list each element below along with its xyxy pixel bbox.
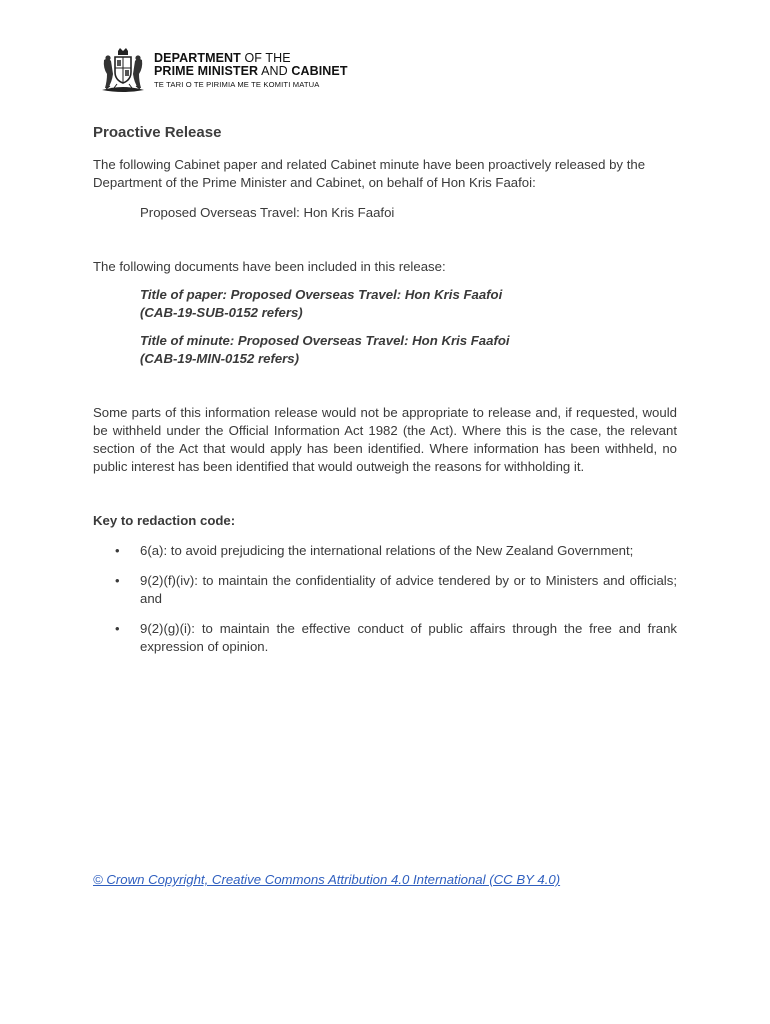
withheld-paragraph: Some parts of this information release would not be appropriate to release and, if requested, would be withheld under the Official Information Act 1982 (the Act). Where this is the case, the relevant section of the Act that would apply has been identified. Where information has been withheld, no public interest has been identified that would outweigh the reasons for withholding it.	[93, 405, 677, 474]
redaction-code-text: 6(a): to avoid prejudicing the international relations of the New Zealand Government;	[140, 543, 634, 558]
list-item	[93, 620, 677, 656]
document-entry-paper	[93, 286, 677, 322]
list-item	[93, 572, 677, 608]
redaction-code-list	[93, 542, 677, 656]
coat-of-arms-icon	[98, 48, 148, 94]
document-body	[93, 124, 677, 668]
redaction-key-heading: Key to redaction code:	[93, 513, 236, 528]
intro-paragraph: The following Cabinet paper and related Cabinet minute have been proactively released by the Department of the Prime Minister and Cabinet, on behalf of Hon Kris Faafoi:	[93, 157, 646, 190]
document-reference-line: (CAB-19-SUB-0152 refers)	[140, 305, 303, 320]
paper-name: Proposed Overseas Travel: Hon Kris Faafoi	[140, 205, 395, 220]
logo-and-word: AND	[258, 64, 292, 78]
bullet-icon: •	[115, 621, 120, 636]
bullet-icon: •	[115, 543, 120, 558]
logo-line-prime-minister	[154, 65, 348, 78]
logo-department-word: DEPARTMENT	[154, 51, 241, 65]
redaction-code-text: 9(2)(g)(i): to maintain the effective conduct of public affairs through the free and frank expression of opinion.	[140, 621, 677, 654]
bullet-icon: •	[115, 573, 120, 588]
page-title: Proactive Release	[93, 124, 222, 141]
document-title-line: Title of paper: Proposed Overseas Travel: Hon Kris Faafoi	[140, 287, 503, 302]
logo-cabinet-word: CABINET	[291, 64, 348, 78]
document-entry-minute	[93, 332, 677, 368]
list-item	[93, 542, 677, 560]
logo-maori-name: TE TARI O TE PIRIMIA ME TE KOMITI MATUA	[154, 80, 320, 89]
logo-wordmark	[154, 52, 348, 90]
dpmc-logo	[98, 48, 388, 96]
document-reference-line: (CAB-19-MIN-0152 refers)	[140, 351, 300, 366]
logo-prime-minister-words: PRIME MINISTER	[154, 64, 259, 78]
copyright-link[interactable]: © Crown Copyright, Creative Commons Attribution 4.0 International (CC BY 4.0)	[93, 872, 561, 887]
document-title-line: Title of minute: Proposed Overseas Travel: Hon Kris Faafoi	[140, 333, 510, 348]
redaction-code-text: 9(2)(f)(iv): to maintain the confidentiality of advice tendered by or to Ministers and officials; and	[140, 573, 677, 606]
logo-of-the-words: OF THE	[240, 51, 291, 65]
documents-intro: The following documents have been included in this release:	[93, 259, 446, 274]
